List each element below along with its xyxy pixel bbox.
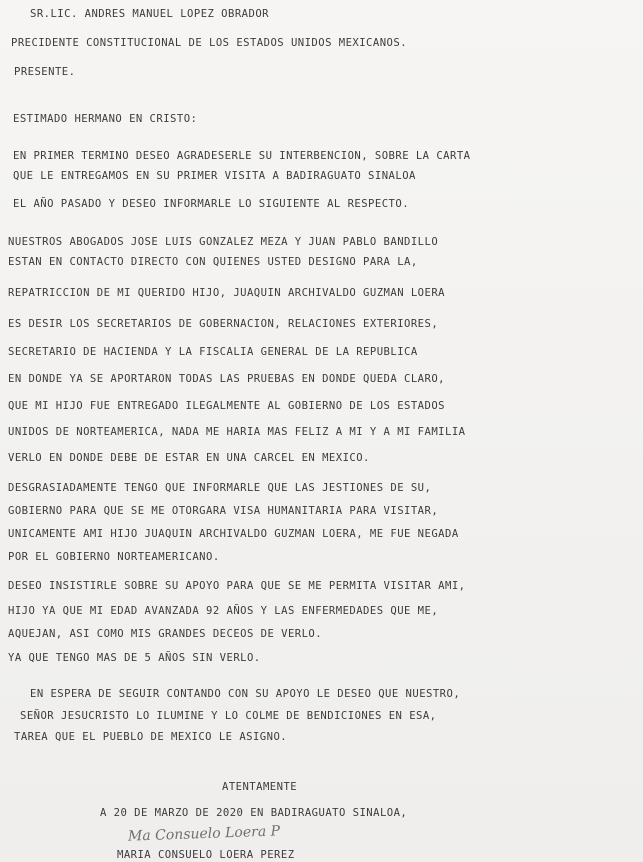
addressee-title-line: PRECIDENTE CONSTITUCIONAL DE LOS ESTADOS UNIDOS MEXICANOS.: [11, 37, 408, 49]
paragraph-4-line: HIJO YA QUE MI EDAD AVANZADA 92 AÑOS Y LAS ENFERMEDADES QUE ME,: [8, 605, 439, 617]
paragraph-2-line: QUE MI HIJO FUE ENTREGADO ILEGALMENTE AL GOBIERNO DE LOS ESTADOS: [8, 400, 445, 412]
paragraph-4-line: DESEO INSISTIRLE SOBRE SU APOYO PARA QUE SE ME PERMITA VISITAR AMI,: [8, 580, 466, 592]
paragraph-4-line: AQUEJAN, ASI COMO MIS GRANDES DECEOS DE VERLO.: [8, 628, 323, 640]
paragraph-1-line: EN PRIMER TERMINO DESEO AGRADESERLE SU INTERBENCION, SOBRE LA CARTA: [13, 150, 471, 162]
paragraph-2-line: VERLO EN DONDE DEBE DE ESTAR EN UNA CARCEL EN MEXICO.: [8, 452, 370, 464]
salutation-line: ESTIMADO HERMANO EN CRISTO:: [13, 113, 198, 125]
paragraph-2-line: ESTAN EN CONTACTO DIRECTO CON QUIENES USTED DESIGNO PARA LA,: [8, 256, 418, 268]
addressee-line: SR.LIC. ANDRES MANUEL LOPEZ OBRADOR: [30, 8, 269, 20]
date-place-line: A 20 DE MARZO DE 2020 EN BADIRAGUATO SINALOA,: [100, 807, 408, 819]
paragraph-5-line: SEÑOR JESUCRISTO LO ILUMINE Y LO COLME DE BENDICIONES EN ESA,: [20, 710, 437, 722]
paragraph-5-line: TAREA QUE EL PUEBLO DE MEXICO LE ASIGNO.: [14, 731, 288, 743]
paragraph-3-line: POR EL GOBIERNO NORTEAMERICANO.: [8, 551, 220, 563]
paragraph-4-line: YA QUE TENGO MAS DE 5 AÑOS SIN VERLO.: [8, 652, 261, 664]
signer-name: MARIA CONSUELO LOERA PEREZ: [117, 849, 295, 861]
paragraph-2-line: EN DONDE YA SE APORTARON TODAS LAS PRUEBAS EN DONDE QUEDA CLARO,: [8, 373, 445, 385]
paragraph-3-line: GOBIERNO PARA QUE SE ME OTORGARA VISA HUMANITARIA PARA VISITAR,: [8, 505, 439, 517]
paragraph-3-line: DESGRASIADAMENTE TENGO QUE INFORMARLE QUE LAS JESTIONES DE SU,: [8, 482, 432, 494]
closing-line: ATENTAMENTE: [222, 781, 298, 793]
paragraph-3-line: UNICAMENTE AMI HIJO JUAQUIN ARCHIVALDO GUZMAN LOERA, ME FUE NEGADA: [8, 528, 459, 540]
paragraph-5-line: EN ESPERA DE SEGUIR CONTANDO CON SU APOYO LE DESEO QUE NUESTRO,: [30, 688, 461, 700]
paragraph-2-line: REPATRICCION DE MI QUERIDO HIJO, JUAQUIN ARCHIVALDO GUZMAN LOERA: [8, 287, 445, 299]
paragraph-1-line: QUE LE ENTREGAMOS EN SU PRIMER VISITA A BADIRAGUATO SINALOA: [13, 170, 416, 182]
paragraph-2-line: NUESTROS ABOGADOS JOSE LUIS GONZALEZ MEZA Y JUAN PABLO BANDILLO: [8, 236, 439, 248]
paragraph-1-line: EL AÑO PASADO Y DESEO INFORMARLE LO SIGUIENTE AL RESPECTO.: [13, 198, 410, 210]
paragraph-2-line: UNIDOS DE NORTEAMERICA, NADA ME HARIA MAS FELIZ A MI Y A MI FAMILIA: [8, 426, 466, 438]
presente-line: PRESENTE.: [14, 66, 76, 78]
handwritten-signature: Ma Consuelo Loera P: [127, 823, 281, 845]
paragraph-2-line: SECRETARIO DE HACIENDA Y LA FISCALIA GENERAL DE LA REPUBLICA: [8, 346, 418, 358]
paragraph-2-line: ES DESIR LOS SECRETARIOS DE GOBERNACION, RELACIONES EXTERIORES,: [8, 318, 439, 330]
